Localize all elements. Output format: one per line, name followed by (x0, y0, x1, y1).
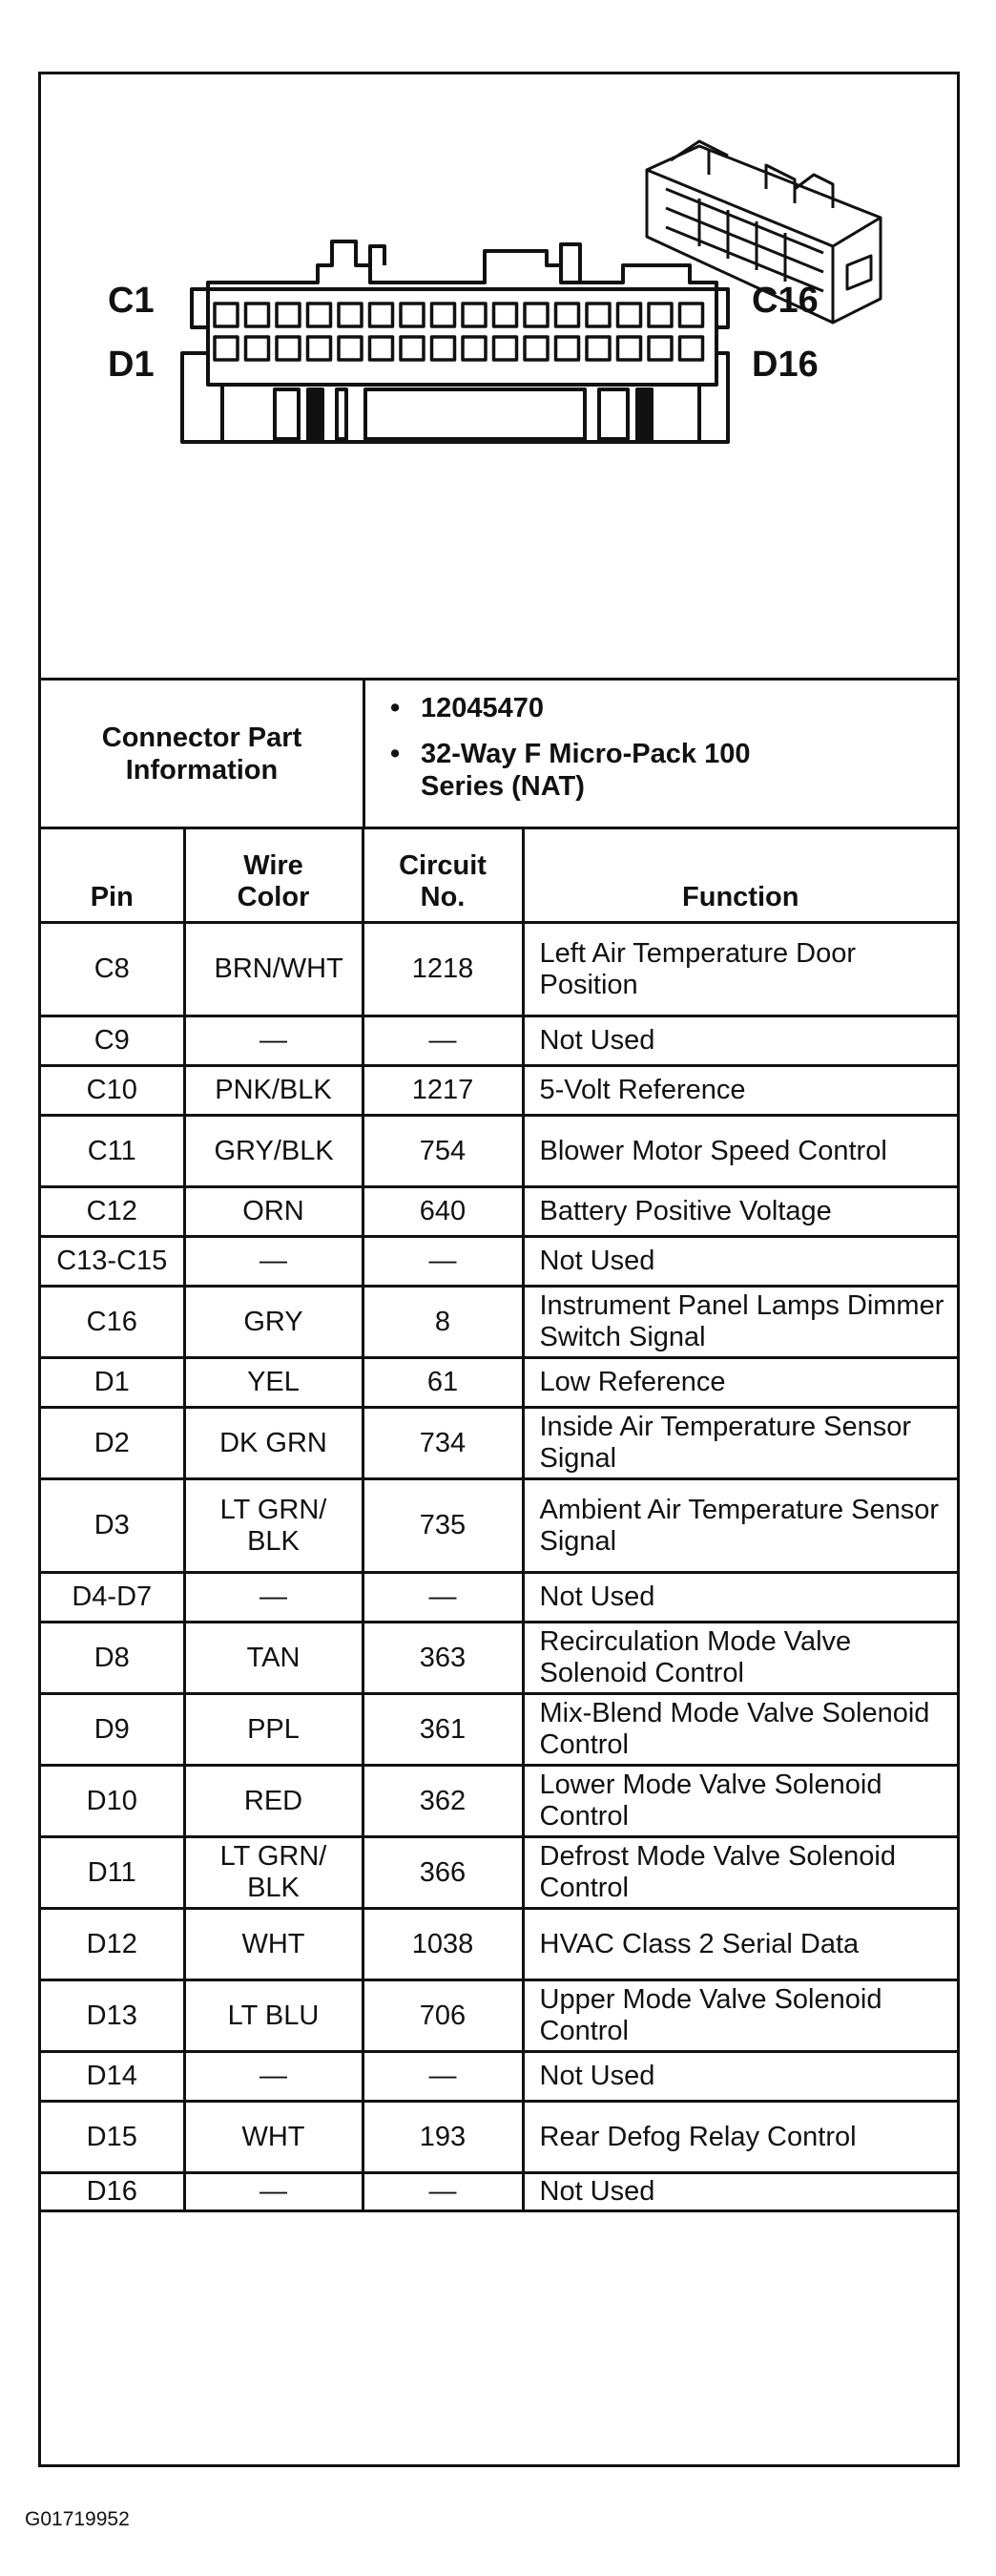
table-row (41, 1016, 957, 1066)
pin-cell: C11 (41, 1116, 184, 1187)
pin-cavity (463, 304, 486, 326)
function-cell: Not Used (523, 2052, 957, 2102)
header-pin: Pin (41, 829, 184, 923)
document-frame (38, 72, 960, 2467)
pin-cell: C12 (41, 1187, 184, 1237)
circuit-cell: 1218 (363, 923, 523, 1016)
part-number-text: 12045470 (421, 693, 545, 723)
pin-cell: D13 (41, 1980, 184, 2052)
table-row (41, 1573, 957, 1623)
pin-cell: C8 (41, 923, 184, 1016)
table-row (41, 1237, 957, 1287)
function-cell: Left Air Temperature Door Position (523, 923, 957, 1016)
pin-cell: C13-C15 (41, 1237, 184, 1287)
part-number (390, 692, 957, 724)
pin-cavity (618, 304, 641, 326)
table-row (41, 2102, 957, 2173)
connector-face-illustration (41, 74, 957, 678)
pin-cell: C10 (41, 1066, 184, 1116)
pin-cavity (680, 304, 703, 326)
wire-color-cell: PNK/BLK (184, 1066, 363, 1116)
pin-cell: D15 (41, 2102, 184, 2173)
pin-cavity (587, 337, 610, 360)
pin-label-d16: D16 (752, 345, 819, 385)
circuit-cell: — (363, 2052, 523, 2102)
circuit-cell: 706 (363, 1980, 523, 2052)
pin-label-c16: C16 (752, 281, 819, 321)
circuit-cell: 363 (363, 1623, 523, 1694)
pin-cell: D14 (41, 2052, 184, 2102)
table-row (41, 923, 957, 1016)
circuit-cell: — (363, 1237, 523, 1287)
pin-cell: D8 (41, 1623, 184, 1694)
function-cell: Recirculation Mode Valve Solenoid Control (523, 1623, 957, 1694)
table-row (41, 1909, 957, 1980)
pin-cavity (649, 304, 672, 326)
table-row (41, 1479, 957, 1573)
bullet-icon: • (390, 693, 401, 723)
circuit-cell: 640 (363, 1187, 523, 1237)
wire-color-cell: GRY/BLK (184, 1116, 363, 1187)
pin-cell: D2 (41, 1408, 184, 1479)
function-cell: Not Used (523, 1573, 957, 1623)
circuit-cell: 8 (363, 1287, 523, 1358)
function-cell: Battery Positive Voltage (523, 1187, 957, 1237)
table-row (41, 1358, 957, 1408)
part-info-details (365, 681, 957, 827)
pin-label-d1: D1 (108, 345, 155, 385)
function-cell: Low Reference (523, 1358, 957, 1408)
pinout-table (41, 829, 957, 2212)
pin-cavity (277, 337, 300, 360)
circuit-cell: 362 (363, 1766, 523, 1837)
pin-cavity (277, 304, 300, 326)
pin-cell: C16 (41, 1287, 184, 1358)
wire-color-cell: ORN (184, 1187, 363, 1237)
wire-color-cell: WHT (184, 2102, 363, 2173)
pin-cavity (525, 337, 548, 360)
circuit-cell: 734 (363, 1408, 523, 1479)
pin-cell: D4-D7 (41, 1573, 184, 1623)
pin-cavity (401, 337, 424, 360)
function-cell: 5-Volt Reference (523, 1066, 957, 1116)
wire-color-cell: WHT (184, 1909, 363, 1980)
table-row (41, 1187, 957, 1237)
pin-cavity (215, 304, 238, 326)
wire-color-cell: — (184, 1573, 363, 1623)
function-cell: Instrument Panel Lamps Dimmer Switch Signal (523, 1287, 957, 1358)
pin-cavity (556, 337, 579, 360)
circuit-cell: 735 (363, 1479, 523, 1573)
connector-part-information (41, 681, 957, 829)
pin-cavity (463, 337, 486, 360)
wire-color-cell: PPL (184, 1694, 363, 1766)
pin-cavity (215, 337, 238, 360)
figure-id-caption: G01719952 (25, 2508, 130, 2530)
table-row (41, 1766, 957, 1837)
table-row (41, 2052, 957, 2102)
table-row (41, 2173, 957, 2211)
function-cell: Blower Motor Speed Control (523, 1116, 957, 1187)
wire-color-cell: — (184, 1237, 363, 1287)
table-row (41, 1116, 957, 1187)
pin-cavity (401, 304, 424, 326)
pin-cavity (494, 337, 517, 360)
pin-cavity (339, 337, 362, 360)
function-cell: Inside Air Temperature Sensor Signal (523, 1408, 957, 1479)
function-cell: Rear Defog Relay Control (523, 2102, 957, 2173)
wire-color-cell: TAN (184, 1623, 363, 1694)
pin-cavity (370, 337, 393, 360)
wire-color-cell: DK GRN (184, 1408, 363, 1479)
pin-cavity (525, 304, 548, 326)
wire-color-cell: YEL (184, 1358, 363, 1408)
pin-cell: D16 (41, 2173, 184, 2211)
table-row (41, 1623, 957, 1694)
function-cell: Defrost Mode Valve Solenoid Control (523, 1837, 957, 1909)
pin-cell: D12 (41, 1909, 184, 1980)
table-row (41, 1408, 957, 1479)
pin-cavity (246, 304, 269, 326)
circuit-cell: — (363, 1016, 523, 1066)
function-cell: Ambient Air Temperature Sensor Signal (523, 1479, 957, 1573)
pin-cell: D10 (41, 1766, 184, 1837)
pinout-table-body (41, 923, 957, 2211)
function-cell: Not Used (523, 1237, 957, 1287)
circuit-cell: — (363, 1573, 523, 1623)
pin-cavity (432, 304, 455, 326)
wire-color-cell: RED (184, 1766, 363, 1837)
table-row (41, 1980, 957, 2052)
pin-cavity (308, 337, 331, 360)
circuit-cell: 361 (363, 1694, 523, 1766)
part-info-heading-cell (41, 681, 365, 827)
pin-cavity (587, 304, 610, 326)
circuit-cell: 754 (363, 1116, 523, 1187)
pin-cell: D9 (41, 1694, 184, 1766)
pin-cavity (370, 304, 393, 326)
pin-cavity (680, 337, 703, 360)
connector-type (390, 738, 783, 803)
function-cell: Not Used (523, 2173, 957, 2211)
wire-color-cell: GRY (184, 1287, 363, 1358)
circuit-cell: 193 (363, 2102, 523, 2173)
function-cell: Not Used (523, 1016, 957, 1066)
pin-cavity (308, 304, 331, 326)
circuit-cell: 1038 (363, 1909, 523, 1980)
table-row (41, 1694, 957, 1766)
pin-cavity (246, 337, 269, 360)
pin-cell: D1 (41, 1358, 184, 1408)
pin-cell: D11 (41, 1837, 184, 1909)
function-cell: HVAC Class 2 Serial Data (523, 1909, 957, 1980)
wire-color-cell: BRN/WHT (184, 923, 363, 1016)
wire-color-cell: LT GRN/ BLK (184, 1837, 363, 1909)
wire-color-cell: — (184, 2173, 363, 2211)
connector-drawing (41, 74, 957, 681)
pin-cavity (556, 304, 579, 326)
function-cell: Lower Mode Valve Solenoid Control (523, 1766, 957, 1837)
wire-color-cell: — (184, 1016, 363, 1066)
circuit-cell: 1217 (363, 1066, 523, 1116)
table-row (41, 1287, 957, 1358)
pin-cavity (494, 304, 517, 326)
header-wire-color: Wire Color (184, 829, 363, 923)
pin-cell: C9 (41, 1016, 184, 1066)
table-header-row (41, 829, 957, 923)
circuit-cell: 61 (363, 1358, 523, 1408)
table-row (41, 1066, 957, 1116)
connector-type-text: 32-Way F Micro-Pack 100 Series (NAT) (421, 739, 751, 802)
wire-color-cell: LT GRN/ BLK (184, 1479, 363, 1573)
header-function: Function (523, 829, 957, 923)
bullet-icon: • (390, 739, 401, 769)
table-row (41, 1837, 957, 1909)
pin-label-c1: C1 (108, 281, 155, 321)
pin-cavity (649, 337, 672, 360)
pin-cavity (618, 337, 641, 360)
header-circuit-no: Circuit No. (363, 829, 523, 923)
part-info-heading: Connector Part Information (101, 722, 302, 785)
pin-cell: D3 (41, 1479, 184, 1573)
pin-cavity (339, 304, 362, 326)
wire-color-cell: LT BLU (184, 1980, 363, 2052)
pin-cavity (432, 337, 455, 360)
wire-color-cell: — (184, 2052, 363, 2102)
circuit-cell: 366 (363, 1837, 523, 1909)
circuit-cell: — (363, 2173, 523, 2211)
function-cell: Upper Mode Valve Solenoid Control (523, 1980, 957, 2052)
function-cell: Mix-Blend Mode Valve Solenoid Control (523, 1694, 957, 1766)
